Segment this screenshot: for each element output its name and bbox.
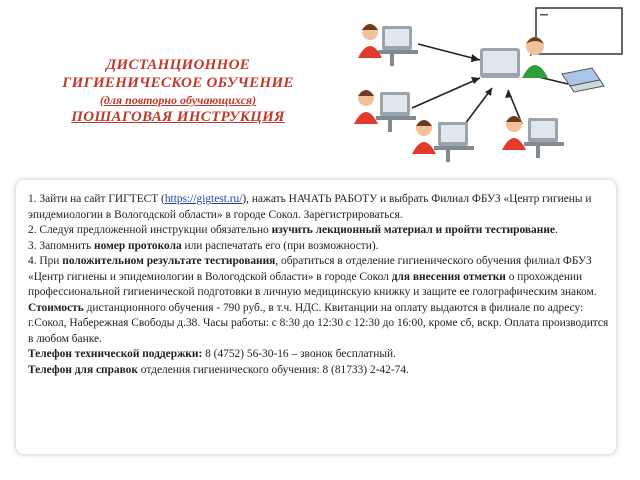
laptop-icon (562, 68, 604, 92)
teacher-figure (480, 37, 548, 78)
title-line-4: ПОШАГОВАЯ ИНСТРУКЦИЯ (71, 109, 285, 125)
title-line-3: (для повторно обучающихся) (99, 93, 257, 107)
instructions-box (16, 180, 616, 454)
info-phone: Телефон для справок отделения гигиенического обучения: 8 (81733) 2-42-74. (28, 363, 409, 376)
title-line-1: ДИСТАНЦИОННОЕ (105, 57, 251, 73)
step-2: 2. Следуя предложенной инструкции обязательно изучить лекционный материал и пройти тестирование. (28, 224, 558, 236)
network-of-students-icon (330, 4, 630, 174)
step-3: 3. Запомнить номер протокола или распечатать его (при возможности). (28, 239, 379, 252)
step-1: 1. Зайти на сайт ГИГТЕСТ (https://gigtest.ru/), нажать НАЧАТЬ РАБОТУ и выбрать Филиал ФБУЗ «Центр гигиены и эпидемиологии в Вологодской области» в городе Сокол. Зарегистрироваться. (28, 193, 592, 221)
gigtest-link[interactable]: https://gigtest.ru/ (164, 193, 243, 205)
step-4: 4. При положительном результате тестирования, обратиться в отделение гигиенического обучения филиал ФБУЗ «Центр гигиены и эпидемиологии в Вологодской области» в городе Сокол для внесения отметки о прохождении профессиональной гигиенической подготовки в личную медицинскую книжку и защите ее голографическим знаком. (28, 255, 597, 298)
student-figure (354, 90, 416, 132)
page-title (28, 56, 328, 126)
support-phone: Телефон технической поддержки: 8 (4752) 56-30-16 – звонок бесплатный. (28, 348, 396, 360)
student-figure (358, 24, 418, 66)
student-figure (502, 116, 564, 158)
student-figure (412, 120, 474, 162)
cost-info: Стоимость дистанционного обучения - 790 руб., в т.ч. НДС. Квитанции на оплату выдаются в филиале по адресу: г.Сокол, Набережная Свободы д.38. Часы работы: с 8:30 до 12:30 с 12:30 до 16:00, кроме сб, вскр. Оплата производится в любом банке. (28, 301, 609, 345)
title-line-2: ГИГИЕНИЧЕСКОЕ ОБУЧЕНИЕ (62, 75, 294, 91)
instructions-text (28, 192, 612, 378)
